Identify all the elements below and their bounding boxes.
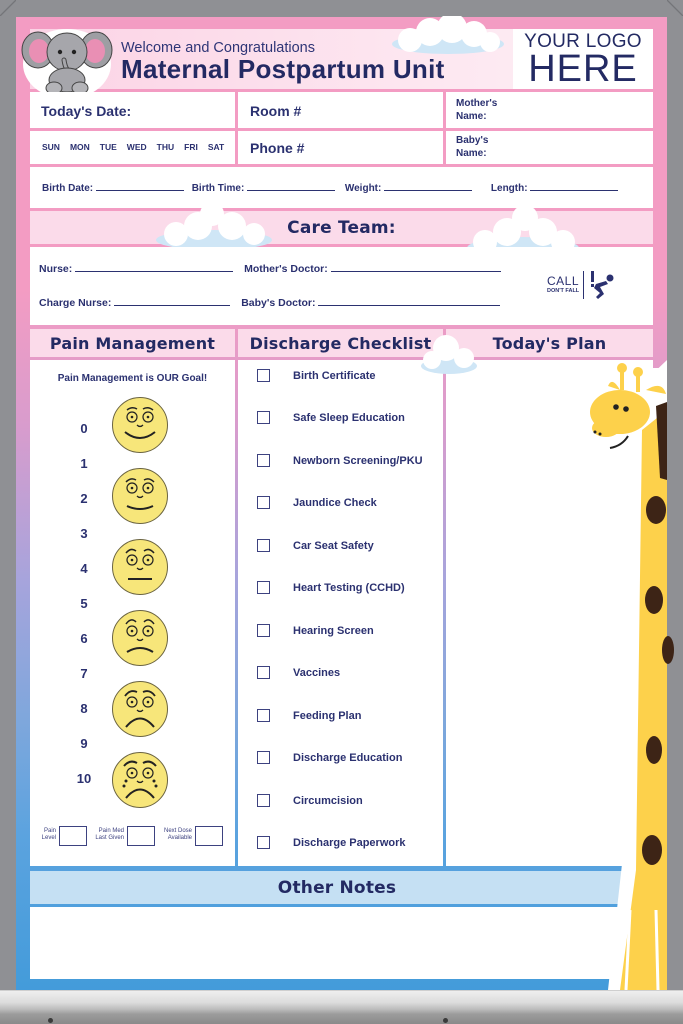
mothers-doctor-input[interactable] (331, 262, 501, 272)
length-input[interactable] (530, 181, 618, 191)
day-tue[interactable]: TUE (99, 142, 117, 152)
face-slightly-sad-icon (111, 609, 169, 667)
label-line: Mother's (456, 98, 498, 109)
page-title: Maternal Postpartum Unit (121, 54, 445, 84)
checkbox[interactable] (257, 581, 270, 594)
face-happy-icon (111, 396, 169, 454)
mothers-name-field[interactable] (446, 92, 653, 128)
checkbox[interactable] (257, 751, 270, 764)
mothers-name-label (456, 97, 497, 123)
todays-plan-header: Today's Plan (446, 329, 653, 357)
charge-nurse-input[interactable] (114, 296, 230, 306)
day-mon[interactable]: MON (69, 142, 90, 152)
welcome-text: Welcome and Congratulations (121, 40, 315, 56)
care-team-header: Care Team: (30, 211, 653, 244)
day-sat[interactable]: SAT (207, 142, 225, 152)
discharge-checklist-header: Discharge Checklist (238, 329, 443, 357)
checklist-label: Heart Testing (CCHD) (293, 581, 405, 594)
checklist-item[interactable] (257, 709, 361, 722)
checkbox[interactable] (257, 454, 270, 467)
pain-level-input[interactable] (59, 826, 87, 846)
checkbox[interactable] (257, 624, 270, 637)
screw (443, 1018, 448, 1023)
checklist-item[interactable] (257, 581, 405, 594)
badge-text: DON'T FALL (547, 288, 580, 294)
frame-corner (0, 0, 16, 16)
label-line: Pain Med (98, 828, 124, 834)
room-field[interactable] (238, 92, 443, 128)
checklist-item[interactable] (257, 751, 402, 764)
logo-text: YOUR LOGO (524, 30, 642, 52)
pain-goal-text: Pain Management is OUR Goal! (57, 373, 208, 384)
day-thu[interactable]: THU (156, 142, 175, 152)
phone-label: Phone # (250, 140, 305, 156)
birth-date-label: Birth Date: (42, 183, 94, 194)
pain-level-8: 8 (80, 701, 88, 716)
other-notes-header: Other Notes (30, 871, 644, 904)
checklist-item[interactable] (257, 624, 374, 637)
checkbox[interactable] (257, 666, 270, 679)
nurse-row (39, 262, 501, 275)
label-line: Next Dose (163, 828, 192, 834)
checklist-item[interactable] (257, 539, 374, 552)
screw (48, 1018, 53, 1023)
checklist-item[interactable] (257, 454, 423, 467)
checklist-label: Vaccines (293, 666, 341, 679)
pain-level-3: 3 (80, 526, 88, 541)
other-notes-area[interactable] (30, 907, 644, 979)
checklist-label: Feeding Plan (293, 709, 362, 722)
checklist-item[interactable] (257, 836, 406, 849)
nurse-label: Nurse: (39, 263, 73, 275)
birth-date-input[interactable] (96, 181, 184, 191)
charge-nurse-label: Charge Nurse: (39, 297, 112, 309)
checklist-item[interactable] (257, 411, 405, 424)
label-line: Pain (43, 828, 56, 834)
badge-divider (583, 271, 584, 299)
todays-date-label: Today's Date: (41, 103, 132, 119)
falling-person-icon (588, 270, 616, 300)
checklist-label: Birth Certificate (293, 369, 376, 382)
checklist-label: Safe Sleep Education (293, 411, 405, 424)
care-team-panel (30, 247, 653, 325)
day-fri[interactable]: FRI (184, 142, 198, 152)
discharge-checklist-panel (238, 360, 443, 866)
badge-text: CALL (547, 274, 580, 288)
label-line: Name: (456, 111, 487, 122)
checkbox[interactable] (257, 496, 270, 509)
checkbox[interactable] (257, 794, 270, 807)
checklist-label: Car Seat Safety (293, 539, 374, 552)
checkbox[interactable] (257, 709, 270, 722)
nurse-input[interactable] (75, 262, 233, 272)
charge-nurse-row (39, 296, 500, 309)
weight-input[interactable] (384, 181, 472, 191)
pain-level-1: 1 (80, 456, 88, 471)
next-dose-available-label (158, 828, 192, 842)
checkbox[interactable] (257, 836, 270, 849)
label-line: Available (167, 835, 192, 841)
birth-time-input[interactable] (247, 181, 335, 191)
pain-level-10: 10 (76, 771, 92, 786)
cloud-decoration (418, 330, 480, 383)
checkbox[interactable] (257, 539, 270, 552)
checklist-item[interactable] (257, 666, 340, 679)
logo-placeholder (513, 29, 653, 89)
checklist-label: Jaundice Check (293, 496, 377, 509)
day-sun[interactable]: SUN (42, 142, 60, 152)
label-line: Name: (456, 148, 487, 159)
checkbox[interactable] (257, 369, 270, 382)
pain-level-box-label (34, 828, 56, 842)
todays-date-field[interactable] (30, 92, 235, 128)
babys-doctor-label: Baby's Doctor: (241, 297, 316, 309)
label-line: Level (41, 835, 56, 841)
day-wed[interactable]: WED (126, 142, 147, 152)
face-sad-icon (111, 680, 169, 738)
giraffe-icon (586, 350, 683, 995)
birth-time-label: Birth Time: (191, 183, 245, 194)
next-dose-available-input[interactable] (195, 826, 223, 846)
logo-text: HERE (528, 47, 638, 90)
checklist-label: Discharge Paperwork (293, 836, 406, 849)
day-of-week-list (42, 142, 234, 152)
pain-level-4: 4 (80, 561, 88, 576)
pain-med-last-given-input[interactable] (127, 826, 155, 846)
checklist-item[interactable] (257, 369, 376, 382)
face-neutral-icon (111, 538, 169, 596)
checklist-label: Newborn Screening/PKU (293, 454, 423, 467)
pain-level-9: 9 (80, 736, 88, 751)
checkbox[interactable] (257, 411, 270, 424)
elephant-icon (18, 22, 116, 100)
checklist-label: Discharge Education (293, 751, 403, 764)
pain-med-last-given-label (90, 828, 124, 842)
face-crying-icon (111, 751, 169, 809)
pain-level-7: 7 (80, 666, 88, 681)
checklist-item[interactable] (257, 496, 377, 509)
checklist-item[interactable] (257, 794, 363, 807)
weight-label: Weight: (344, 183, 382, 194)
call-dont-fall-badge (547, 270, 616, 300)
face-slightly-happy-icon (111, 467, 169, 525)
pain-level-2: 2 (80, 491, 88, 506)
label-line: Baby's (456, 135, 489, 146)
marker-tray (0, 990, 683, 1024)
label-line: Last Given (95, 835, 124, 841)
checklist-label: Circumcision (293, 794, 363, 807)
pain-level-0: 0 (80, 421, 88, 436)
mothers-doctor-label: Mother's Doctor: (244, 263, 328, 275)
babys-doctor-input[interactable] (318, 296, 500, 306)
pain-level-6: 6 (80, 631, 88, 646)
babys-name-field[interactable] (446, 131, 653, 164)
pain-management-header: Pain Management (30, 329, 235, 357)
birth-fields (42, 181, 618, 194)
room-label: Room # (250, 103, 302, 119)
babys-name-label (456, 134, 488, 160)
pain-level-5: 5 (80, 596, 88, 611)
length-label: Length: (490, 183, 528, 194)
checklist-label: Hearing Screen (293, 624, 374, 637)
frame-corner (667, 0, 683, 16)
phone-field[interactable] (238, 131, 443, 164)
